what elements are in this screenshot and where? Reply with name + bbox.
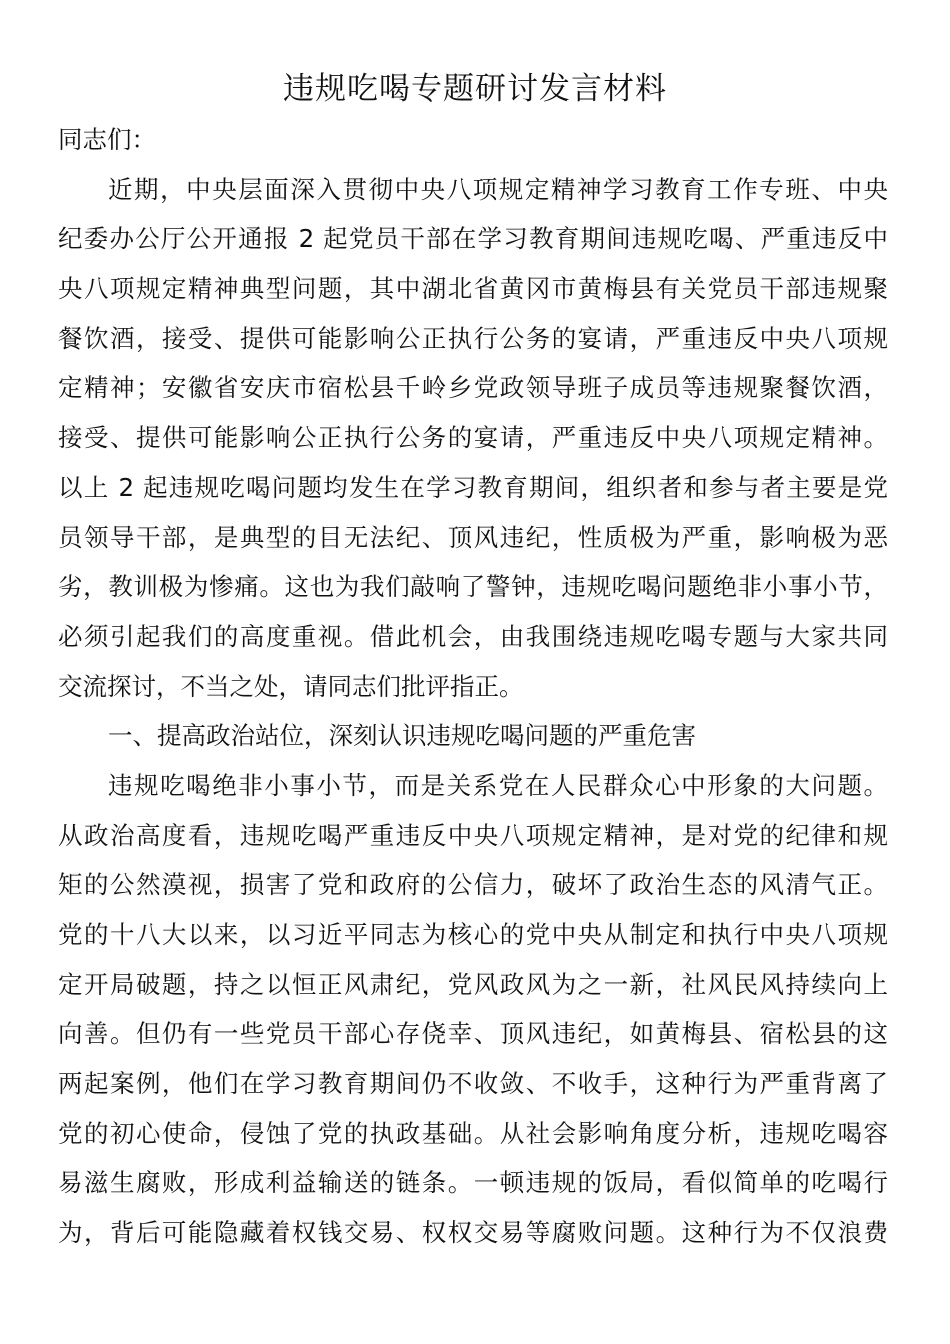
text-line: 餐饮酒，接受、提供可能影响公正执行公务的宴请，严重违反中央八项规	[58, 323, 888, 353]
text-line: 定精神；安徽省安庆市宿松县千岭乡党政领导班子成员等违规聚餐饮酒，	[58, 373, 888, 403]
document-title: 违规吃喝专题研讨发言材料	[283, 71, 667, 107]
text-line: 矩的公然漠视，损害了党和政府的公信力，破坏了政治生态的风清气正。	[58, 870, 888, 900]
text-line: 交流探讨，不当之处，请同志们批评指正。	[58, 671, 524, 701]
text-line: 定开局破题，持之以恒正风肃纪，党风政风为之一新，社风民风持续向上	[58, 969, 888, 999]
section-heading: 一、提高政治站位，深刻认识违规吃喝问题的严重危害	[108, 721, 696, 751]
text-line: 易滋生腐败，形成利益输送的链条。一顿违规的饭局，看似简单的吃喝行	[58, 1168, 888, 1198]
text-line: 为，背后可能隐藏着权钱交易、权权交易等腐败问题。这种行为不仅浪费	[58, 1218, 888, 1248]
text-line: 向善。但仍有一些党员干部心存侥幸、顶风违纪，如黄梅县、宿松县的这	[58, 1019, 888, 1049]
document-body	[58, 115, 888, 1258]
text-line: 党的十八大以来，以习近平同志为核心的党中央从制定和执行中央八项规	[58, 920, 888, 949]
text-line: 接受、提供可能影响公正执行公务的宴请，严重违反中央八项规定精神。	[58, 423, 888, 453]
text-line: 两起案例，他们在学习教育期间仍不收敛、不收手，这种行为严重背离了	[58, 1069, 888, 1099]
text-line: 从政治高度看，违规吃喝严重违反中央八项规定精神，是对党的纪律和规	[58, 820, 888, 850]
text-line: 以上 2 起违规吃喝问题均发生在学习教育期间，组织者和参与者主要是党	[58, 472, 888, 502]
salutation-line: 同志们：	[58, 125, 156, 154]
text-line: 员领导干部，是典型的目无法纪、顶风违纪，性质极为严重，影响极为恶	[58, 522, 888, 552]
text-line: 违规吃喝绝非小事小节，而是关系党在人民群众心中形象的大问题。	[108, 770, 888, 800]
text-line: 必须引起我们的高度重视。借此机会，由我围绕违规吃喝专题与大家共同	[58, 621, 888, 651]
text-line: 党的初心使命，侵蚀了党的执政基础。从社会影响角度分析，违规吃喝容	[58, 1118, 888, 1148]
text-line: 近期，中央层面深入贯彻中央八项规定精神学习教育工作专班、中央	[108, 174, 888, 204]
text-line: 央八项规定精神典型问题，其中湖北省黄冈市黄梅县有关党员干部违规聚	[58, 274, 888, 304]
text-line: 劣，教训极为惨痛。这也为我们敲响了警钟，违规吃喝问题绝非小事小节，	[58, 572, 888, 602]
text-line: 纪委办公厅公开通报 2 起党员干部在学习教育期间违规吃喝、严重违反中	[58, 224, 888, 254]
